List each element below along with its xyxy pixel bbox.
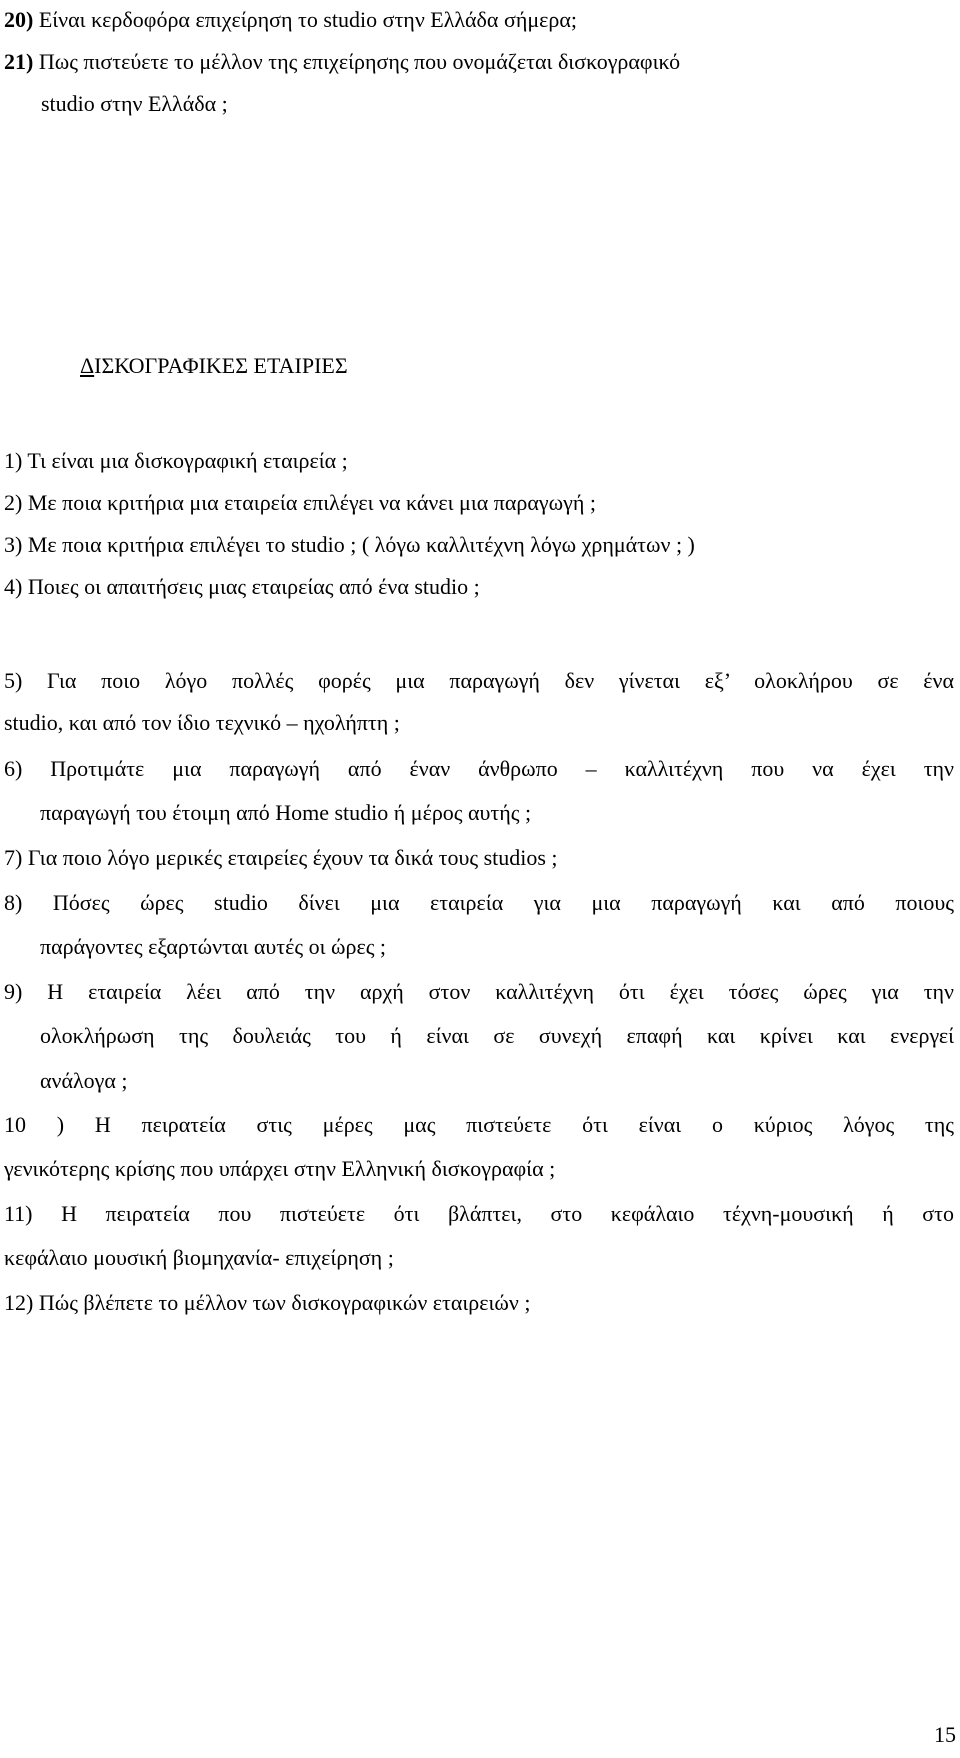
question-6-line-1: 6) Προτιμάτε μια παραγωγή από έναν άνθρωπο – καλλιτέχνη που να έχει την bbox=[4, 756, 954, 781]
question-1: 1) Τι είναι μια δισκογραφική εταιρεία ; bbox=[4, 448, 348, 473]
question-10-line-2: γενικότερης κρίσης που υπάρχει στην Ελληνική δισκογραφία ; bbox=[4, 1156, 556, 1181]
question-12: 12) Πώς βλέπετε το μέλλον των δισκογραφικών εταιρειών ; bbox=[4, 1290, 531, 1315]
question-9-line-1: 9) Η εταιρεία λέει από την αρχή στον καλλιτέχνη ότι έχει τόσες ώρες για την bbox=[4, 979, 954, 1004]
question-7: 7) Για ποιο λόγο μερικές εταιρείες έχουν τα δικά τους studios ; bbox=[4, 845, 558, 870]
question-number: 21) bbox=[4, 49, 34, 74]
question-8-line-2: παράγοντες εξαρτώνται αυτές οι ώρες ; bbox=[40, 934, 387, 959]
heading-rest: ΙΣΚΟΓΡΑΦΙΚΕΣ ΕΤΑΙΡΙΕΣ bbox=[94, 353, 348, 378]
question-11-line-1: 11) Η πειρατεία που πιστεύετε ότι βλάπτει, στο κεφάλαιο τέχνη-μουσική ή στο bbox=[4, 1201, 954, 1226]
heading-first-letter: Δ bbox=[80, 353, 95, 378]
question-5-line-2: studio, και από τον ίδιο τεχνικό – ηχολήπτη ; bbox=[4, 710, 400, 735]
question-text: Πως πιστεύετε το μέλλον της επιχείρησης που ονομάζεται δισκογραφικό bbox=[33, 49, 681, 74]
section-heading bbox=[80, 355, 348, 377]
question-2: 2) Με ποια κριτήρια μια εταιρεία επιλέγει να κάνει μια παραγωγή ; bbox=[4, 490, 596, 515]
question-text: Είναι κερδοφόρα επιχείρηση το studio στην Ελλάδα σήμερα; bbox=[33, 7, 577, 32]
question-6-line-2: παραγωγή του έτοιμη από Home studio ή μέρος αυτής ; bbox=[40, 800, 532, 825]
page-number: 15 bbox=[934, 1722, 956, 1747]
question-9-line-2: ολοκλήρωση της δουλειάς του ή είναι σε συνεχή επαφή και κρίνει και ενεργεί bbox=[40, 1023, 954, 1048]
question-3: 3) Με ποια κριτήρια επιλέγει το studio ; ( λόγω καλλιτέχνη λόγω χρημάτων ; ) bbox=[4, 532, 695, 557]
question-9-line-3: ανάλογα ; bbox=[40, 1068, 128, 1093]
question-10-line-1: 10 ) Η πειρατεία στις μέρες μας πιστεύετε ότι είναι ο κύριος λόγος της bbox=[4, 1112, 954, 1137]
question-4: 4) Ποιες οι απαιτήσεις μιας εταιρείας από ένα studio ; bbox=[4, 574, 480, 599]
question-20-line bbox=[4, 9, 577, 31]
question-8-line-1: 8) Πόσες ώρες studio δίνει μια εταιρεία για μια παραγωγή και από ποιους bbox=[4, 890, 954, 915]
question-21-line bbox=[4, 51, 680, 73]
question-text: studio στην Ελλάδα ; bbox=[41, 91, 228, 116]
question-5-line-1: 5) Για ποιο λόγο πολλές φορές μια παραγωγή δεν γίνεται εξ’ ολοκλήρου σε ένα bbox=[4, 668, 954, 693]
question-number: 20) bbox=[4, 7, 34, 32]
question-21-continuation bbox=[41, 93, 228, 115]
question-11-line-2: κεφάλαιο μουσική βιομηχανία- επιχείρηση ; bbox=[4, 1245, 394, 1270]
